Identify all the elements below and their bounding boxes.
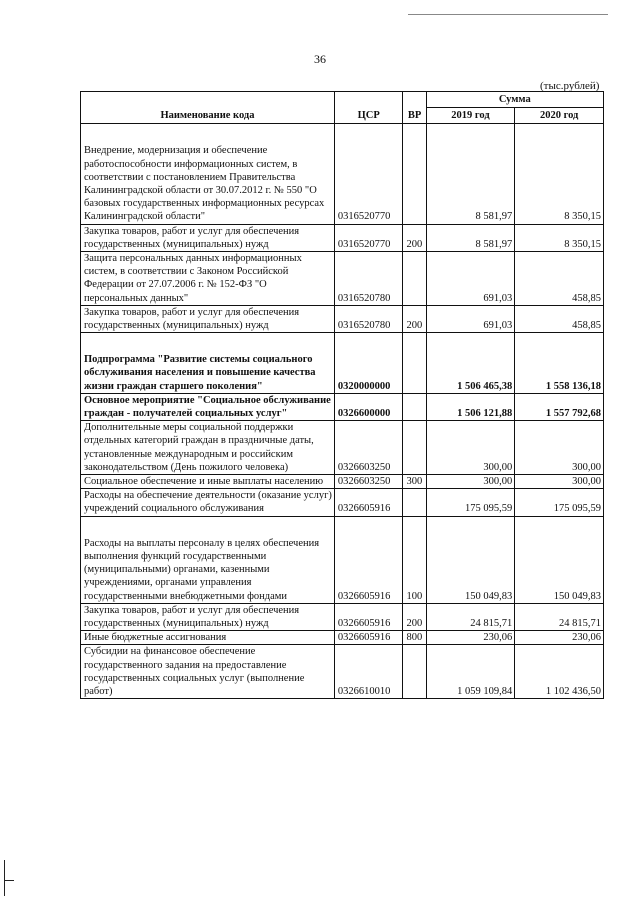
row-sum-2020: 24 815,71	[515, 603, 604, 630]
row-csr: 0326600000	[334, 393, 403, 420]
row-csr: 0326603250	[334, 421, 403, 475]
table-row	[81, 489, 604, 516]
header-year-2019: 2019 год	[426, 108, 515, 124]
row-sum-2019: 1 506 465,38	[426, 333, 515, 394]
row-vr	[403, 489, 426, 516]
row-name: Закупка товаров, работ и услуг для обеспечения государственных (муниципальных) нужд	[81, 224, 335, 251]
row-csr: 0316520770	[334, 124, 403, 224]
edge-tick	[4, 880, 14, 881]
row-sum-2019: 230,06	[426, 631, 515, 645]
row-name: Внедрение, модернизация и обеспечение работоспособности информационных систем, в соответствии с постановлением Правительства Калининградской области от 30.07.2012 г. № 550 "О базовых государственных информационных ресурсах Калининградской области"	[81, 124, 335, 224]
row-csr: 0316520770	[334, 224, 403, 251]
table-row	[81, 224, 604, 251]
table-row	[81, 124, 604, 224]
row-vr	[403, 393, 426, 420]
row-csr: 0326605916	[334, 516, 403, 603]
row-sum-2020: 8 350,15	[515, 124, 604, 224]
row-name: Защита персональных данных информационных систем, в соответствии с Законом Российской Федерации от 27.07.2006 г. № 152-ФЗ "О персональных данных"	[81, 252, 335, 306]
row-vr	[403, 333, 426, 394]
table-row	[81, 252, 604, 306]
row-vr: 800	[403, 631, 426, 645]
row-name: Закупка товаров, работ и услуг для обеспечения государственных (муниципальных) нужд	[81, 603, 335, 630]
header-vr: ВР	[403, 92, 426, 124]
table-row	[81, 603, 604, 630]
row-vr: 300	[403, 475, 426, 489]
row-name: Расходы на обеспечение деятельности (оказание услуг) учреждений социального обслуживания	[81, 489, 335, 516]
row-vr	[403, 645, 426, 699]
row-sum-2020: 1 102 436,50	[515, 645, 604, 699]
row-sum-2019: 8 581,97	[426, 224, 515, 251]
row-vr	[403, 252, 426, 306]
header-rule	[408, 14, 608, 15]
row-name: Социальное обеспечение и иные выплаты населению	[81, 475, 335, 489]
row-name: Закупка товаров, работ и услуг для обеспечения государственных (муниципальных) нужд	[81, 305, 335, 332]
row-name: Основное мероприятие "Социальное обслуживание граждан - получателей социальных услуг"	[81, 393, 335, 420]
row-csr: 0326610010	[334, 645, 403, 699]
row-sum-2019: 1 059 109,84	[426, 645, 515, 699]
row-sum-2020: 1 557 792,68	[515, 393, 604, 420]
row-csr: 0316520780	[334, 305, 403, 332]
edge-mark	[4, 860, 5, 896]
row-sum-2019: 8 581,97	[426, 124, 515, 224]
row-csr: 0326603250	[334, 475, 403, 489]
row-sum-2019: 300,00	[426, 475, 515, 489]
row-sum-2020: 8 350,15	[515, 224, 604, 251]
table-row	[81, 333, 604, 394]
table-row	[81, 516, 604, 603]
row-sum-2020: 458,85	[515, 252, 604, 306]
row-csr: 0326605916	[334, 631, 403, 645]
row-vr: 200	[403, 603, 426, 630]
row-sum-2019: 691,03	[426, 252, 515, 306]
row-sum-2020: 458,85	[515, 305, 604, 332]
row-vr: 100	[403, 516, 426, 603]
row-csr: 0316520780	[334, 252, 403, 306]
budget-table	[80, 91, 604, 699]
row-name: Расходы на выплаты персоналу в целях обеспечения выполнения функций государственными (муниципальными) органами, казенными учреждениями, органами управления государственными внебюджетными фондами	[81, 516, 335, 603]
units-label: (тыс.рублей)	[540, 80, 600, 92]
row-sum-2019: 300,00	[426, 421, 515, 475]
table-row	[81, 645, 604, 699]
header-name: Наименование кода	[81, 92, 335, 124]
row-csr: 0326605916	[334, 489, 403, 516]
row-sum-2019: 175 095,59	[426, 489, 515, 516]
table-row	[81, 393, 604, 420]
row-sum-2019: 1 506 121,88	[426, 393, 515, 420]
header-year-2020: 2020 год	[515, 108, 604, 124]
table-row	[81, 305, 604, 332]
row-vr: 200	[403, 224, 426, 251]
table-row	[81, 421, 604, 475]
row-sum-2020: 300,00	[515, 421, 604, 475]
row-sum-2019: 691,03	[426, 305, 515, 332]
table-body	[81, 124, 604, 699]
row-csr: 0326605916	[334, 603, 403, 630]
header-csr: ЦСР	[334, 92, 403, 124]
table-row	[81, 475, 604, 489]
row-sum-2020: 1 558 136,18	[515, 333, 604, 394]
row-name: Подпрограмма "Развитие системы социального обслуживания населения и повышение качества жизни граждан старшего поколения"	[81, 333, 335, 394]
row-sum-2020: 300,00	[515, 475, 604, 489]
row-sum-2020: 175 095,59	[515, 489, 604, 516]
row-name: Дополнительные меры социальной поддержки отдельных категорий граждан в праздничные даты, установленные международным и российским законодательством (День пожилого человека)	[81, 421, 335, 475]
table-header	[81, 92, 604, 124]
row-vr	[403, 421, 426, 475]
page-number: 36	[314, 52, 326, 66]
row-vr	[403, 124, 426, 224]
row-sum-2020: 150 049,83	[515, 516, 604, 603]
row-vr: 200	[403, 305, 426, 332]
row-csr: 0320000000	[334, 333, 403, 394]
row-name: Субсидии на финансовое обеспечение государственного задания на предоставление государственных социальных услуг (выполнение работ)	[81, 645, 335, 699]
row-sum-2020: 230,06	[515, 631, 604, 645]
header-sum: Сумма	[426, 92, 603, 108]
row-name: Иные бюджетные ассигнования	[81, 631, 335, 645]
row-sum-2019: 150 049,83	[426, 516, 515, 603]
table-row	[81, 631, 604, 645]
row-sum-2019: 24 815,71	[426, 603, 515, 630]
